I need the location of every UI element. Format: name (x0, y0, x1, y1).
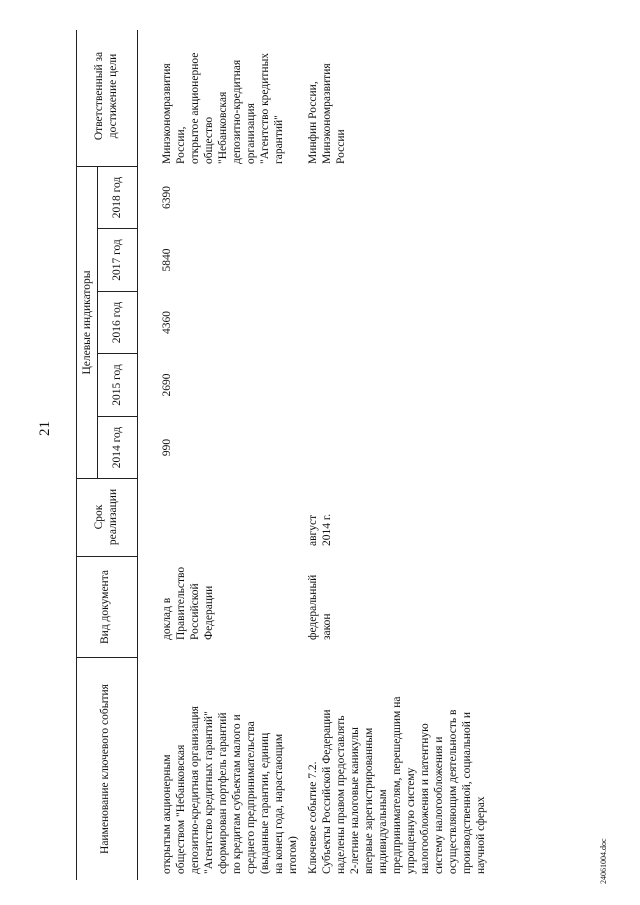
header-term: Срок реализации (93, 488, 119, 546)
row1-value-2017: 5840 (161, 248, 173, 272)
header-year-2015: 2015 год (111, 364, 123, 406)
row1-value-2014: 990 (161, 438, 173, 457)
row1-value-2018: 6390 (161, 186, 173, 209)
row1-doc: доклад в Правительство Российской Федерации (161, 566, 215, 640)
row1-value-2015: 2690 (161, 373, 173, 397)
row1-value-2016: 4360 (161, 311, 173, 334)
header-bottom-rule (137, 30, 138, 880)
row1-responsible: Минэкономразвития России, открытое акционерное общество "Небанковская депозитно-кредитная организация "Агентство кредитных гарантий" (161, 52, 285, 164)
header-year-2016: 2016 год (111, 301, 123, 344)
rotated-table (76, 30, 596, 880)
row2-event: Ключевое событие 7.2. Субъекты Российской Федерации наделены правом предоставлять 2-летние налоговые каникулы впервые зарегистрированным индивидуальным предпринимателям, перешедшим на упрощенную систему налогообложения и патентную систему налогообложения и осуществляющим деятельность в производственной, социальной и научной сферах (307, 696, 487, 874)
row2-term: август 2014 г. (307, 513, 333, 546)
header-indicators: Целевые индикаторы (81, 270, 93, 375)
indicators-split-rule (97, 167, 98, 479)
page-number: 21 (37, 421, 53, 436)
table-top-rule (76, 30, 77, 880)
header-event: Наименование ключевого события (99, 684, 111, 854)
row1-event: открытым акционерным обществом "Небанковская депозитно-кредитная организация "Агентство кредитных гарантий" сформирован портфель гарантий по кредитам субъектам малого и среднего предпринимательства (выданные гарантии, единиц на конец года, нарастающим итогом) (161, 706, 299, 874)
row2-doc: федеральный закон (307, 574, 333, 640)
header-responsible: Ответственный за достижение цели (93, 51, 119, 141)
header-doc: Вид документа (99, 570, 111, 644)
header-year-2018: 2018 год (111, 176, 123, 219)
row2-responsible: Минфин России, Минэкономразвития России (307, 63, 347, 164)
header-year-2017: 2017 год (111, 239, 123, 281)
divider-term-ind (76, 478, 138, 479)
footer-doc-code: 24061004.doc (599, 838, 608, 884)
header-year-2014: 2014 год (111, 426, 123, 469)
